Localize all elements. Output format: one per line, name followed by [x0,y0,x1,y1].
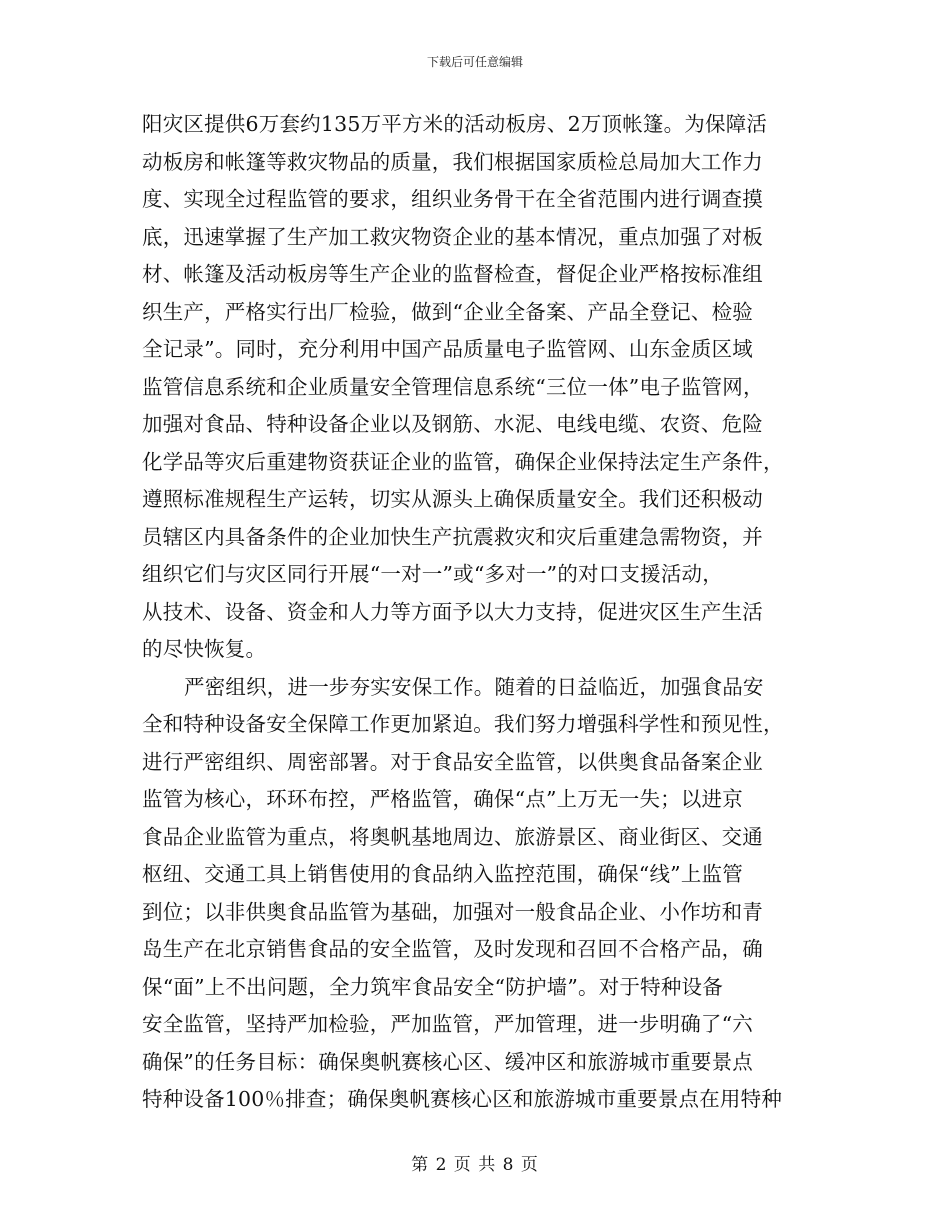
text-line: 材、帐篷及活动板房等生产企业的监督检查，督促企业严格按标准组 [142,262,763,286]
text-line: 岛生产在北京销售食品的安全监管，及时发现和召回不合格产品，确 [142,937,763,961]
text-line: 员辖区内具备条件的企业加快生产抗震救灾和灾后重建急需物资，并 [142,524,763,549]
text-line: 从技术、设备、资金和人力等方面予以大力支持，促进灾区生产生活 [142,599,763,624]
page-header: 下载后可任意编辑 [426,55,523,69]
text-line: 进行严密组织、周密部署。对于食品安全监管，以供奥食品备案企业 [142,749,763,774]
text-line: 监管信息系统和企业质量安全管理信息系统“三位一体”电子监管网， [142,374,764,399]
text-line: 加强对食品、特种设备企业以及钢筋、水泥、电线电缆、农资、危险 [142,412,763,436]
text-line: 阳灾区提供6万套约135万平方米的活动板房、2万顶帐篷。为保障活 [142,112,768,136]
text-line: 特种设备100％排查；确保奥帆赛核心区和旅游城市重要景点在用特种 [142,1087,783,1111]
paragraph-2 [142,669,812,1119]
text-line: 全记录”。同时，充分利用中国产品质量电子监管网、山东金质区域 [142,337,753,361]
text-line: 保“面”上不出问题，全力筑牢食品安全“防护墙”。对于特种设备 [142,974,723,999]
text-line: 到位；以非供奥食品监管为基础，加强对一般食品企业、小作坊和青 [142,899,763,924]
text-line: 动板房和帐篷等救灾物品的质量，我们根据国家质检总局加大工作力 [142,149,763,174]
page-number: 第 2 页 共 8 页 [411,1155,539,1175]
text-line: 监管为核心，环环布控，严格监管，确保“点”上万无一失；以进京 [142,787,743,811]
text-line: 度、实现全过程监管的要求，组织业务骨干在全省范围内进行调查摸 [142,187,763,211]
text-line: 的尽快恢复。 [142,637,267,661]
text-line: 底，迅速掌握了生产加工救灾物资企业的基本情况，重点加强了对板 [142,224,763,249]
text-line: 安全监管，坚持严加检验，严加监管，严加管理，进一步明确了“六 [142,1012,753,1036]
text-line: 织生产，严格实行出厂检验，做到“企业全备案、产品全登记、检验 [142,299,753,324]
document-body [142,106,812,1119]
text-line: 确保”的任务目标：确保奥帆赛核心区、缓冲区和旅游城市重要景点 [142,1049,753,1074]
text-line: 枢纽、交通工具上销售使用的食品纳入监控范围，确保“线”上监管 [142,862,743,886]
text-line: 食品企业监管为重点，将奥帆基地周边、旅游景区、商业街区、交通 [142,824,763,849]
text-line: 组织它们与灾区同行开展“一对一”或“多对一”的对口支援活动， [142,562,723,586]
text-line: 严密组织，进一步夯实安保工作。随着的日益临近，加强食品安 [184,674,764,699]
text-line: 遵照标准规程生产运转，切实从源头上确保质量安全。我们还积极动 [142,487,763,511]
text-line: 全和特种设备安全保障工作更加紧迫。我们努力增强科学性和预见性， [142,712,784,736]
text-line: 化学品等灾后重建物资获证企业的监管，确保企业保持法定生产条件， [142,449,784,474]
paragraph-1 [142,106,812,669]
